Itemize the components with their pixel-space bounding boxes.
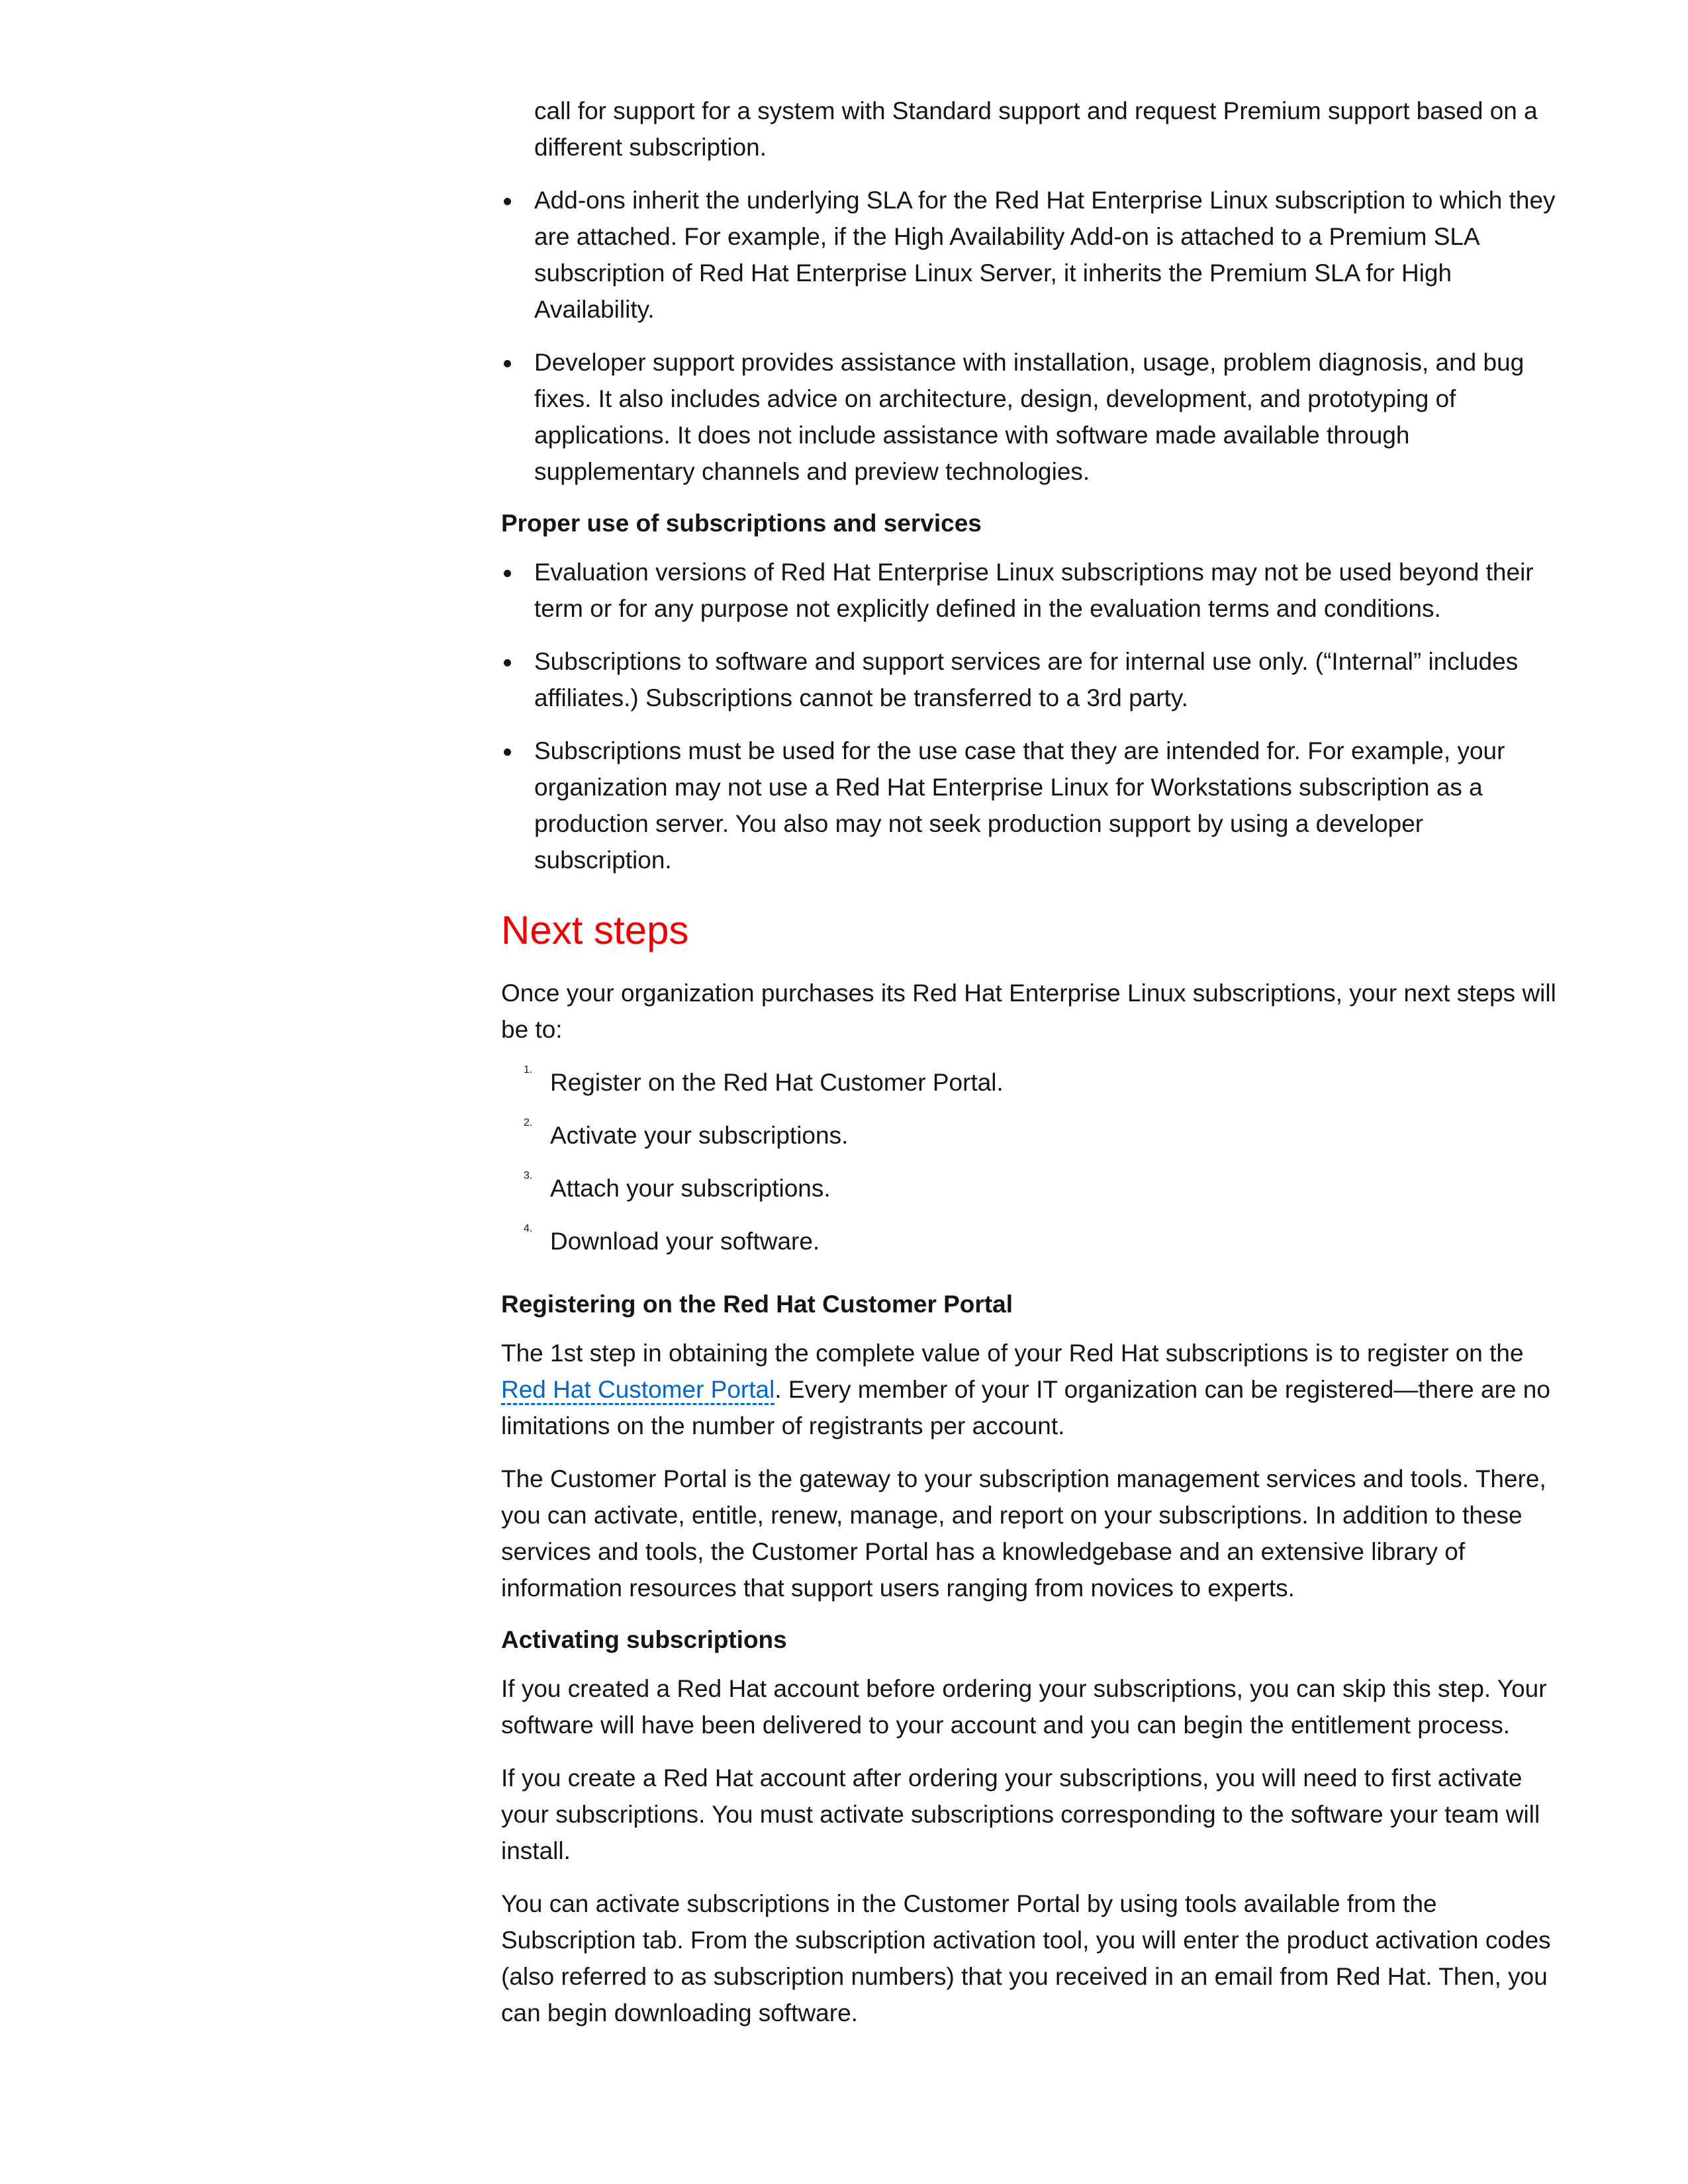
list-item xyxy=(501,554,1560,627)
bullet-text: Subscriptions to software and support services are for internal use only. (“Internal” includes affiliates.) Subscriptions cannot be transferred to a 3rd party. xyxy=(534,648,1519,711)
bullet-text: Evaluation versions of Red Hat Enterprise Linux subscriptions may not be used beyond their term or for any purpose not explicitly defined in the evaluation terms and conditions. xyxy=(534,559,1534,622)
activating-paragraph-1: If you created a Red Hat account before ordering your subscriptions, you can skip this step. Your software will have been delivered to your account and you can begin the entitlement process. xyxy=(501,1675,1547,1739)
document-page xyxy=(501,93,1560,2048)
list-item xyxy=(501,1223,1560,1259)
step-number: 2. xyxy=(524,1117,533,1128)
continuation-text: call for support for a system with Standard support and request Premium support based on a different subscription. xyxy=(534,97,1538,161)
registering-text-before: The 1st step in obtaining the complete value of your Red Hat subscriptions is to register on the xyxy=(501,1340,1524,1367)
customer-portal-link[interactable]: Red Hat Customer Portal xyxy=(501,1376,774,1405)
proper-use-heading: Proper use of subscriptions and services xyxy=(501,510,982,537)
proper-use-bullet-list xyxy=(501,554,1560,878)
bullet-text: Developer support provides assistance with installation, usage, problem diagnosis, and bug fixes. It also includes advice on architecture, design, development, and prototyping of applications. It does not include assistance with software made available through supplementary channels and preview technologies. xyxy=(534,349,1524,485)
step-text: Download your software. xyxy=(550,1228,820,1255)
activating-paragraph-3: You can activate subscriptions in the Customer Portal by using tools available from the Subscription tab. From the subscription activation tool, you will enter the product activation codes (also referred to as subscription numbers) that you received in an email from Red Hat. Then, you can begin downloading software. xyxy=(501,1890,1551,2026)
registering-paragraph-1 xyxy=(501,1335,1560,1444)
bullet-text: Add-ons inherit the underlying SLA for the Red Hat Enterprise Linux subscription to which they are attached. For example, if the High Availability Add-on is attached to a Premium SLA subscription of Red Hat Enterprise Linux Server, it inherits the Premium SLA for High Availability. xyxy=(534,187,1556,323)
next-steps-title: Next steps xyxy=(501,908,689,952)
activating-paragraph-2: If you create a Red Hat account after ordering your subscriptions, you will need to first activate your subscriptions. You must activate subscriptions corresponding to the software your team will install. xyxy=(501,1764,1540,1864)
activating-heading: Activating subscriptions xyxy=(501,1626,787,1653)
sla-bullet-list xyxy=(501,182,1560,490)
bullet-text: Subscriptions must be used for the use case that they are intended for. For example, your organization may not use a Red Hat Enterprise Linux for Workstations subscription as a production server. You also may not seek production support by using a developer subscription. xyxy=(534,737,1505,874)
list-item xyxy=(501,182,1560,328)
registering-paragraph-2: The Customer Portal is the gateway to your subscription management services and tools. There, you can activate, entitle, renew, manage, and report on your subscriptions. In addition to these services and tools, the Customer Portal has a knowledgebase and an extensive library of information resources that support users ranging from novices to experts. xyxy=(501,1465,1546,1602)
list-item xyxy=(501,1170,1560,1206)
list-item xyxy=(501,733,1560,878)
registering-heading: Registering on the Red Hat Customer Portal xyxy=(501,1291,1013,1318)
step-number: 1. xyxy=(524,1064,533,1075)
step-text: Attach your subscriptions. xyxy=(550,1175,831,1202)
step-text: Activate your subscriptions. xyxy=(550,1122,849,1149)
next-steps-list xyxy=(501,1064,1560,1259)
step-number: 4. xyxy=(524,1223,533,1234)
list-item xyxy=(501,1064,1560,1101)
list-item xyxy=(501,344,1560,490)
registering-text-after: . Every member of your IT organization can be registered—there are no limitations on the number of registrants per account. xyxy=(501,1376,1550,1439)
list-item xyxy=(501,643,1560,716)
step-number: 3. xyxy=(524,1170,533,1181)
next-steps-intro: Once your organization purchases its Red Hat Enterprise Linux subscriptions, your next steps will be to: xyxy=(501,979,1556,1043)
step-text: Register on the Red Hat Customer Portal. xyxy=(550,1069,1004,1096)
list-item xyxy=(501,1117,1560,1154)
